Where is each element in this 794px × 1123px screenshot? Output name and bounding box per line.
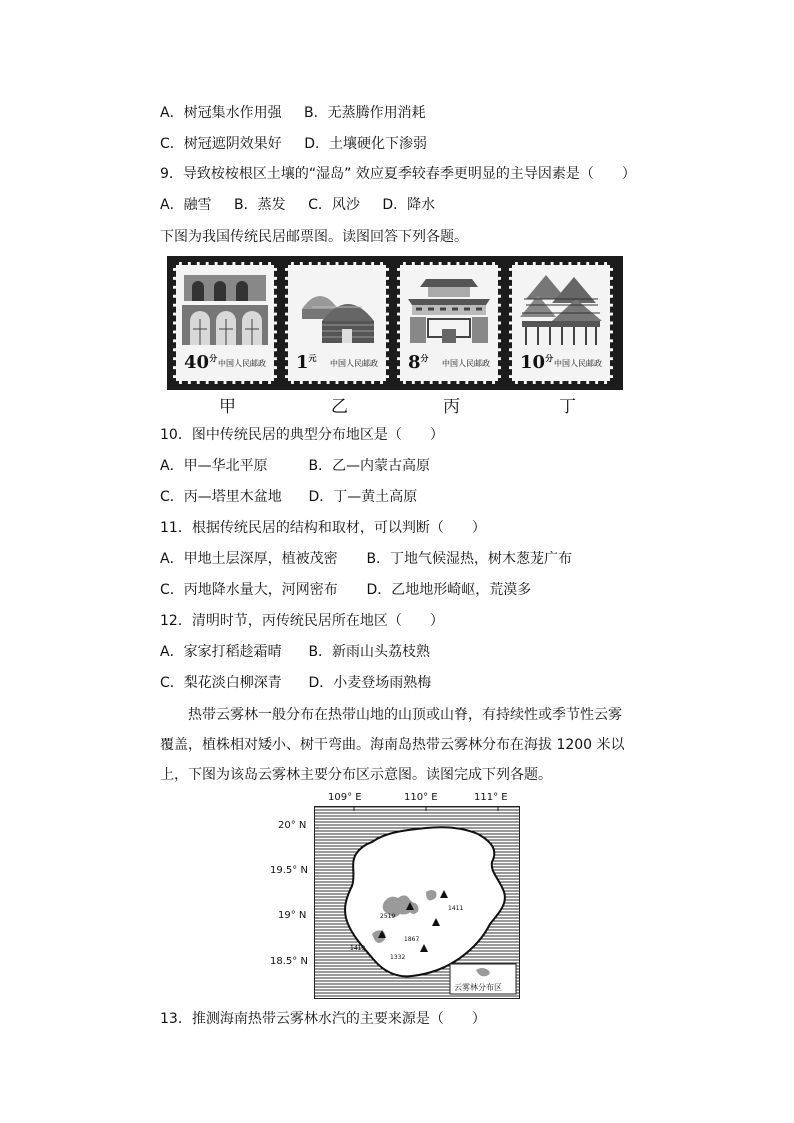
q12-options-row2 — [160, 673, 431, 693]
stamps-figure — [167, 256, 623, 416]
stamp-bing — [397, 262, 501, 384]
peak-label-1413: 1413 — [350, 945, 366, 952]
q11-options-row1 — [160, 549, 572, 569]
stamp-yi — [285, 262, 389, 384]
stamp-jia-value: 40 — [184, 352, 210, 373]
q10-option-d: D．丁—黄土高原 — [308, 489, 418, 505]
q10-option-b: B．乙—内蒙古高原 — [308, 458, 431, 474]
q11-option-d: D．乙地地形崎岖，荒漠多 — [366, 582, 532, 598]
q10-option-c: C．丙—塔里木盆地 — [160, 489, 282, 505]
q8-option-c: C．树冠遮阴效果好 — [160, 136, 282, 152]
hainan-map — [270, 792, 528, 1004]
peak-label-1332: 1332 — [390, 954, 406, 961]
q10-options-row1 — [160, 456, 430, 476]
q9-option-c: C．风沙 — [308, 197, 360, 213]
q12-option-a: A．家家打稻趁霜晴 — [160, 644, 282, 660]
q12-option-d: D．小麦登场雨熟梅 — [308, 675, 432, 691]
q10-options-row2 — [160, 487, 417, 507]
lon-label-111: 111° E — [474, 792, 508, 803]
q12-options-row1 — [160, 642, 430, 662]
q8-options-row1 — [160, 103, 426, 123]
stamp-jia — [173, 262, 277, 384]
lon-label-109: 109° E — [328, 792, 362, 803]
q9-options — [160, 195, 435, 215]
q12-stem: 12．清明时节，丙传统民居所在地区（ ） — [160, 613, 444, 629]
q9-option-b: B．蒸发 — [234, 197, 286, 213]
stamp-yi-value: 1 — [296, 352, 309, 373]
yurt-icon — [292, 269, 382, 349]
q9-option-d: D．降水 — [382, 197, 436, 213]
stamp-ding-value: 10 — [520, 352, 546, 373]
q11-option-a: A．甲地土层深厚，植被茂密 — [160, 551, 338, 567]
q10-option-a: A．甲—华北平原 — [160, 458, 268, 474]
q9-option-a: A．融雪 — [160, 197, 212, 213]
stamp-label-ding: 丁 — [559, 397, 576, 417]
q8-option-b: B．无蒸腾作用消耗 — [304, 105, 426, 121]
stamp-ding-post: 中国人民邮政 — [554, 359, 602, 368]
q11-options-row2 — [160, 580, 531, 600]
q11-option-c: C．丙地降水量大，河网密布 — [160, 582, 338, 598]
courtyard-house-icon — [404, 269, 494, 349]
cloudforest-paragraph: 热带云雾林一般分布在热带山地的山顶或山脊，有持续性或季节性云雾覆盖，植株相对矮小、树干弯曲。海南岛热带云雾林分布在海拔 1200 米以上，下图为该岛云雾林主要分布区示意图。读图完成下列各题。 — [160, 707, 625, 783]
stamp-bing-post: 中国人民邮政 — [442, 359, 490, 368]
q12-option-c: C．梨花淡白柳深青 — [160, 675, 282, 691]
q11-stem: 11．根据传统民居的结构和取材，可以判断（ ） — [160, 520, 486, 536]
stamp-label-jia: 甲 — [219, 397, 236, 417]
stamp-bing-unit: 分 — [420, 353, 429, 363]
map-frame — [314, 806, 520, 1000]
lat-label-18-5: 18.5° N — [270, 956, 308, 967]
lon-label-110: 110° E — [404, 792, 438, 803]
stamp-bing-value: 8 — [408, 352, 421, 373]
lat-label-19: 19° N — [278, 910, 307, 921]
lat-label-19-5: 19.5° N — [270, 865, 308, 876]
stamp-yi-post: 中国人民邮政 — [330, 359, 378, 368]
stamp-yi-unit: 元 — [308, 353, 317, 363]
stamp-jia-post: 中国人民邮政 — [218, 359, 266, 368]
stilt-house-icon — [516, 269, 606, 349]
q13-stem: 13．推测海南热带云雾林水汽的主要来源是（ ） — [160, 1011, 486, 1027]
stamp-label-bing: 丙 — [443, 397, 460, 417]
q10-stem: 10．图中传统民居的典型分布地区是（ ） — [160, 427, 444, 443]
lat-label-20: 20° N — [278, 820, 307, 831]
peak-label-1411: 1411 — [448, 905, 464, 912]
q8-option-a: A．树冠集水作用强 — [160, 105, 282, 121]
q12-option-b: B．新雨山头荔枝熟 — [308, 644, 431, 660]
q11-option-b: B．丁地气候湿热，树木葱茏广布 — [366, 551, 573, 567]
stamp-label-yi: 乙 — [331, 397, 348, 417]
stamp-ding-unit: 分 — [545, 353, 554, 363]
q8-option-d: D．土壤硬化下渗弱 — [304, 136, 428, 152]
stamps-intro: 下图为我国传统民居邮票图。读图回答下列各题。 — [160, 229, 468, 245]
q8-options-row2 — [160, 134, 427, 154]
legend-label: 云雾林分布区 — [454, 983, 502, 992]
stamp-ding — [509, 262, 613, 384]
peak-label-2519: 2519 — [380, 913, 396, 920]
peak-label-1867: 1867 — [404, 936, 420, 943]
q9-stem: 9．导致桉桉根区土壤的“湿岛” 效应夏季较春季更明显的主导因素是（ ） — [160, 166, 636, 182]
cave-dwelling-icon — [180, 269, 270, 349]
stamp-jia-unit: 分 — [209, 353, 218, 363]
